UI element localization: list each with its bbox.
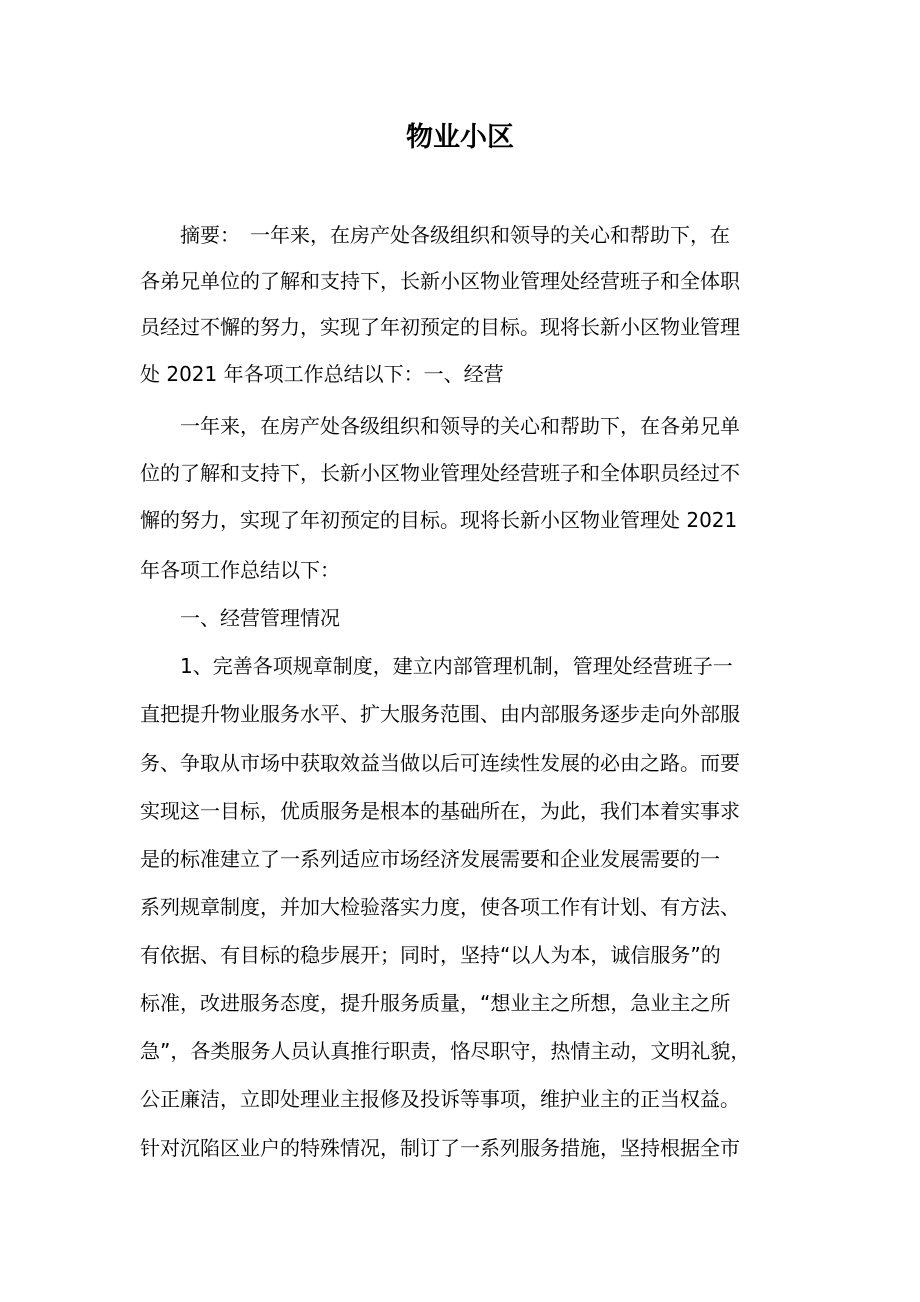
body-line: 员经过不懈的努力，实现了年初预定的目标。现将长新小区物业管理: [140, 315, 740, 339]
body-line: 急”，各类服务人员认真推行职责，恪尽职守，热情主动，文明礼貌，: [140, 1039, 751, 1063]
body-line: 1、完善各项规章制度，建立内部管理机制，管理处经营班子一: [140, 654, 733, 678]
body-line: 是的标准建立了一系列适应市场经济发展需要和企业发展需要的一: [140, 847, 720, 871]
body-line-abstract-1: 摘要： 一年来，在房产处各级组织和领导的关心和帮助下，在: [140, 223, 730, 247]
body-line: 一年来，在房产处各级组织和领导的关心和帮助下，在各弟兄单: [140, 414, 740, 438]
body-line: 标准，改进服务态度，提升服务质量，“想业主之所想，急业主之所: [140, 991, 731, 1015]
body-line: 实现这一目标，优质服务是根本的基础所在，为此，我们本着实事求: [140, 799, 740, 823]
body-line: 针对沉陷区业户的特殊情况，制订了一系列服务措施，坚持根据全市: [140, 1136, 740, 1160]
body-line: 务、争取从市场中获取效益当做以后可连续性发展的必由之路。而要: [140, 751, 740, 775]
body-line: 系列规章制度，并加大检验落实力度，使各项工作有计划、有方法、: [140, 895, 740, 919]
document-title: 物业小区: [406, 122, 514, 153]
body-line: 处 2021 年各项工作总结以下：一、经营: [140, 362, 504, 386]
body-line: 直把提升物业服务水平、扩大服务范围、由内部服务逐步走向外部服: [140, 702, 740, 726]
body-line: 公正廉洁，立即处理业主报修及投诉等事项，维护业主的正当权益。: [140, 1087, 740, 1111]
body-line: 有依据、有目标的稳步展开；同时，坚持“以人为本，诚信服务”的: [140, 943, 721, 967]
section-heading-management: 一、经营管理情况: [140, 606, 340, 630]
body-line: 各弟兄单位的了解和支持下，长新小区物业管理处经营班子和全体职: [140, 269, 740, 293]
body-line: 懈的努力，实现了年初预定的目标。现将长新小区物业管理处 2021: [140, 508, 738, 532]
body-line: 位的了解和支持下，长新小区物业管理处经营班子和全体职员经过不: [140, 461, 740, 485]
body-line: 年各项工作总结以下：: [140, 558, 340, 582]
